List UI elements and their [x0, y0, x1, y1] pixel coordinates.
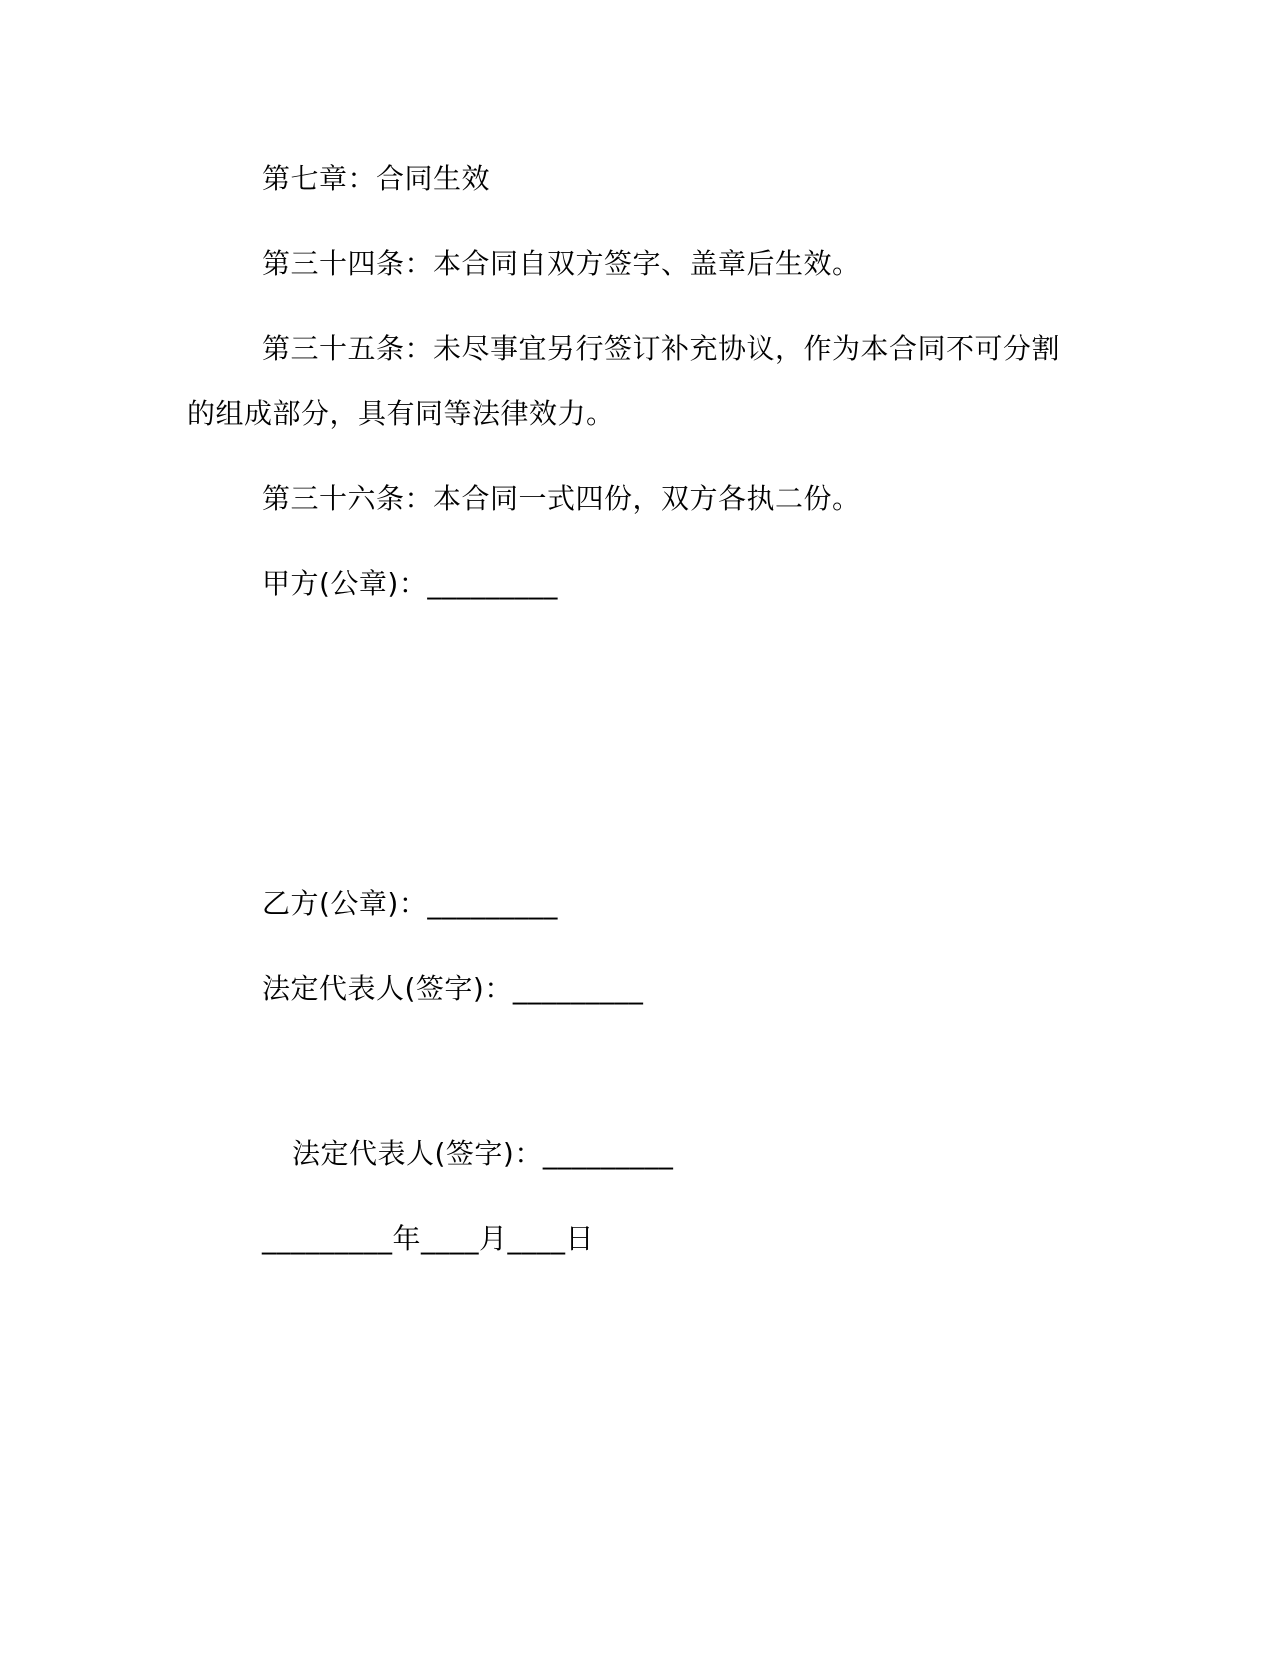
party-b-seal-line: 乙方(公章)：_________: [262, 887, 558, 920]
date-line: _________年____月____日: [262, 1222, 595, 1255]
article-34: 第三十四条：本合同自双方签字、盖章后生效。: [262, 247, 861, 280]
legal-rep-signature-line-1: 法定代表人(签字)：_________: [262, 972, 644, 1005]
article-36: 第三十六条：本合同一式四份，双方各执二份。: [262, 482, 861, 515]
party-a-seal-line: 甲方(公章)：_________: [262, 567, 558, 600]
article-35-line-2: 的组成部分，具有同等法律效力。: [187, 397, 615, 430]
article-35-line-1: 第三十五条：未尽事宜另行签订补充协议，作为本合同不可分割: [262, 332, 1061, 365]
legal-rep-signature-line-2: 法定代表人(签字)：_________: [292, 1137, 674, 1170]
chapter-heading: 第七章：合同生效: [262, 162, 491, 195]
